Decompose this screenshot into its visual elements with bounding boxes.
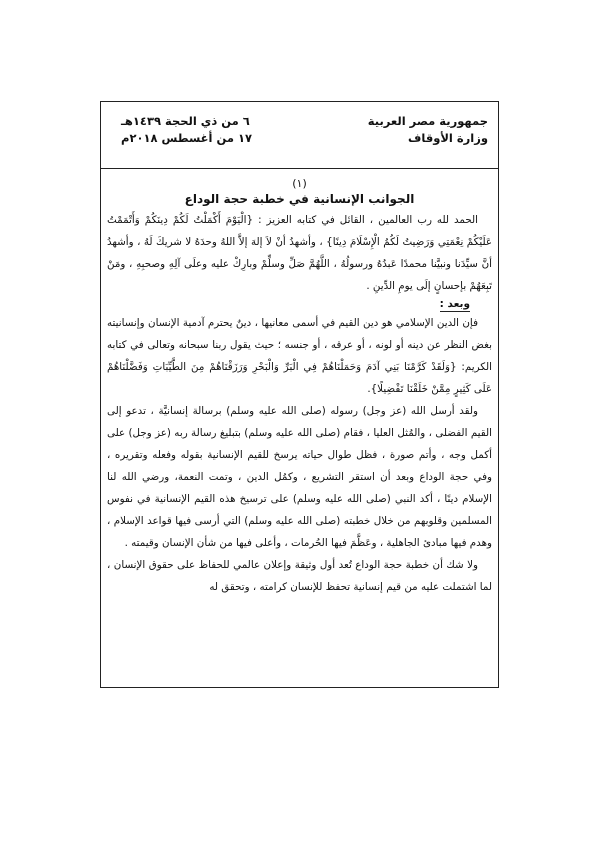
country-name: جمهورية مصر العربية xyxy=(367,114,488,128)
paragraph-2: ولقد أرسل الله (عز وجل) رسوله (صلى الله عليه وسلم) برسالة إنسانيَّة ، تدعو إلى القيم الفضلى ، والمُثل العليا ، فقام (صلى الله عليه وسلم) بتبليغ رسالة ربه (عز وجل) على أكمل وجه ، وأتم صورة ، فظل طوال حياته يرسخ للقيم الإنسانية بقوله وفعله وتقريره ، وفي حجة الوداع وبعد أن استقر التشريع ، وكمُل الدين ، وتمت النعمة، ورضي الله لنا الإسلام دينًا ، أكد النبي (صلى الله عليه وسلم) على ترسيخ هذه القيم الإنسانية في نفوس المسلمين وقلوبهم من خلال خطبته (صلى الله عليه وسلم) التي أرسى فيها قواعد الإسلام ، وهدم فيها مبادئ الجاهلية ، وعَظَّمَ فيها الحُرمات ، وأعلى فيها من شأن الإنسان وقيمته . xyxy=(107,405,492,549)
paragraph-3: ولا شك أن خطبة حجة الوداع تُعد أول وثيقة وإعلان عالمي للحفاظ على حقوق الإنسان ، لما اشتملت عليه من قيم إنسانية تحفظ للإنسان كرامته ، وتحقق له xyxy=(107,559,492,593)
opening-paragraph: الحمد لله رب العالمين ، القائل في كتابه العزيز : {الْيَوْمَ أَكْمَلْتُ لَكُمْ دِينَكُمْ وَأَتْمَمْتُ عَلَيْكُمْ نِعْمَتِي وَرَضِيتُ لَكُمُ الْإِسْلَامَ دِينًا} ، وأشهدُ أنْ لاَ إلهَ إلاَّ اللهُ وحدَهُ لا شريكَ لَهُ ، وأشهدُ أنَّ سيِّدَنا ونبيَّنا محمدًا عَبدُهُ ورسولُهُ ، اللَّهُمَّ صَلِّ وسلِّمْ وبارِكْ عليه وعلَى آلِهِ وصحبِهِ ، ومَنْ تَبِعَهُمْ بإحسانٍ إلَى يومِ الدِّينِ . xyxy=(107,214,492,292)
hijri-date: ٦ من ذي الحجة ١٤٣٩هـ xyxy=(121,114,250,128)
page-frame xyxy=(100,101,499,688)
sermon-title: الجوانب الإنسانية في خطبة حجة الوداع xyxy=(184,192,415,206)
gregorian-date: ١٧ من أغسطس ٢٠١٨م xyxy=(121,131,253,145)
subheading: وبعد : xyxy=(439,298,470,310)
ministry-name: وزارة الأوقاف xyxy=(408,131,488,145)
sermon-text xyxy=(101,209,498,598)
paragraph-1: فإن الدين الإسلامي هو دين القيم في أسمى معانيها ، دينٌ يحترم آدمية الإنسان وإنسانيته بغض النظر عن دينه أو لونه ، أو عرقه ، أو جنسه ؛ حيث يقول ربنا سبحانه وتعالى في كتابه الكريم: {وَلَقَدْ كَرَّمْنَا بَنِي آدَمَ وَحَمَلْنَاهُمْ فِي الْبَرِّ وَالْبَحْرِ وَرَزَقْنَاهُمْ مِنَ الطَّيِّبَاتِ وَفَضَّلْنَاهُمْ عَلَى كَثِيرٍ مِمَّنْ خَلَقْنَا تَفْضِيلًا}. xyxy=(107,317,492,395)
sermon-body xyxy=(101,169,498,687)
document-header xyxy=(101,102,498,169)
sermon-number: (١) xyxy=(292,177,307,190)
